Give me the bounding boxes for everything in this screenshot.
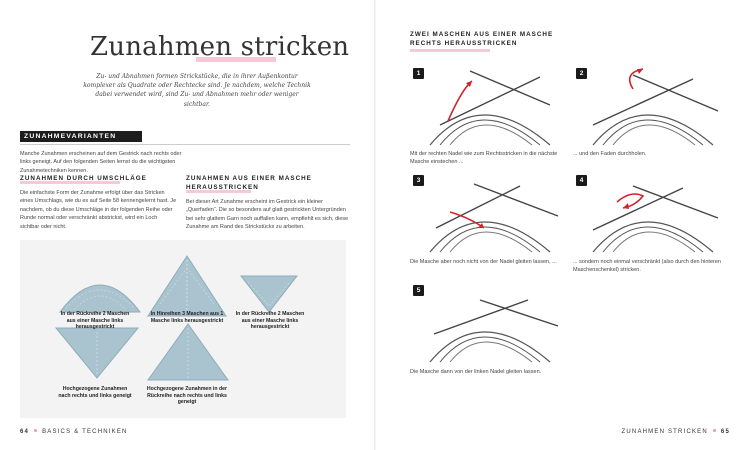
- step-4-caption: ... sondern noch einmal verschränkt (also durch den hinteren Maschenschenkel) stricken.: [573, 259, 721, 273]
- swatch-caption-1: In der Rückreihe 2 Maschen aus einer Masche links herausgestrickt: [60, 311, 130, 331]
- sub2-heading-line2: HERAUSSTRICKEN: [186, 183, 259, 191]
- swatch-photo: [20, 240, 346, 418]
- step-5-badge: 5: [413, 285, 424, 296]
- right-heading-line1: ZWEI MASCHEN AUS EINER MASCHE: [410, 31, 554, 38]
- right-heading-line2: RECHTS HERAUSSTRICKEN: [410, 40, 518, 47]
- step-5-caption: Die Masche dann von der linken Nadel gleiten lassen.: [410, 369, 542, 375]
- sub1-heading: ZUNAHMEN DURCH UMSCHLÄGE: [20, 175, 147, 182]
- footer-page-number-right: 65: [720, 429, 730, 435]
- sub2-heading: [186, 175, 312, 192]
- step-3-badge: 3: [413, 175, 424, 186]
- book-gutter: [374, 0, 376, 450]
- step-2-caption: ... und den Faden durchholen.: [573, 151, 647, 157]
- sub2-heading-line1: ZUNAHMEN AUS EINER MASCHE: [186, 175, 312, 182]
- step-1-badge: 1: [413, 68, 424, 79]
- step-4-drawing: [573, 172, 724, 257]
- section-heading: ZUNAHMEVARIANTEN: [24, 133, 117, 140]
- footer-dot-right: [713, 429, 716, 432]
- footer-right: [622, 429, 730, 435]
- footer-left: [20, 429, 128, 435]
- footer-page-number-left: 64: [20, 429, 30, 435]
- right-heading: [410, 30, 553, 48]
- page-title: Zunahmen stricken: [90, 32, 350, 62]
- swatch-5-image: [146, 322, 230, 382]
- section-text: Manche Zunahmen erscheinen auf dem Gestrick nach rechts oder links geneigt. Auf den folgenden Seiten lernst du die wichtigsten Zunahmetechniken kennen.: [20, 151, 182, 174]
- footer-dot: [34, 429, 37, 432]
- step-3-illustration: [410, 172, 561, 257]
- step-4-badge: 4: [576, 175, 587, 186]
- step-2-badge: 2: [576, 68, 587, 79]
- footer-label-right: ZUNAHMEN STRICKEN: [621, 429, 708, 435]
- step-1-caption: Mit der rechten Nadel wie zum Rechtsstricken in die nächste Masche einstechen ...: [410, 151, 558, 165]
- intro-text: Zu- und Abnahmen formen Strickstücke, die in ihrer Außenkontur komplexer als Quadrate oder Rechtecke sind. Je nachdem, welche Technik dabei verwendet wird, sind Zu- und Abnahmen mehr oder weniger sichtbar.: [83, 73, 311, 108]
- swatch-4-image: [52, 324, 142, 380]
- step-3-drawing: [410, 172, 561, 257]
- step-1-illustration: [410, 65, 561, 150]
- swatch-caption-5: Hochgezogene Zunahmen in der Rückreihe nach rechts und links geneigt: [146, 386, 228, 406]
- swatch-caption-4: Hochgezogene Zunahmen nach rechts und links geneigt: [58, 386, 132, 399]
- sub2-text: Bei dieser Art Zunahme erscheint im Gestrick ein kleiner „Querfaden“. Die so besonders auf glatt gestrickten Untergründen bei sehr glattem Garn noch auffallen kann, empfiehlt es sich, diese Zunahme am Rand des Strickstücks zu arbeiten.: [186, 199, 349, 231]
- step-2-drawing: [573, 65, 724, 150]
- step-1-drawing: [410, 65, 561, 150]
- step-3-caption: Die Masche aber noch nicht von der Nadel gleiten lassen, ...: [410, 259, 557, 265]
- sub1-text: Die einfachste Form der Zunahme erfolgt über das Stricken eines Umschlags, wie du es auf Seite 58 kennengelernt hast. Je nachdem, ob du diese Umschläge in der folgenden Reihe oder Runde normal oder verschränkt abstrickst, wird ein Loch sichtbar oder nicht.: [20, 190, 177, 230]
- swatch-1-image: [56, 264, 144, 314]
- section-heading-bar: [20, 131, 142, 142]
- footer-label-left: BASICS & TECHNIKEN: [42, 429, 128, 435]
- swatch-caption-2: In Hinreihen 3 Maschen aus 1 Masche links herausgestrickt: [150, 311, 224, 324]
- section-rule: [20, 144, 350, 145]
- swatch-3-image: [238, 272, 300, 314]
- right-heading-highlight: [410, 49, 490, 52]
- step-5-drawing: [410, 282, 561, 367]
- step-4-illustration: [573, 172, 724, 257]
- step-5-illustration: [410, 282, 561, 367]
- step-2-illustration: [573, 65, 724, 150]
- swatch-caption-3: In der Rückreihe 2 Maschen aus einer Masche links herausgestrickt: [235, 311, 305, 331]
